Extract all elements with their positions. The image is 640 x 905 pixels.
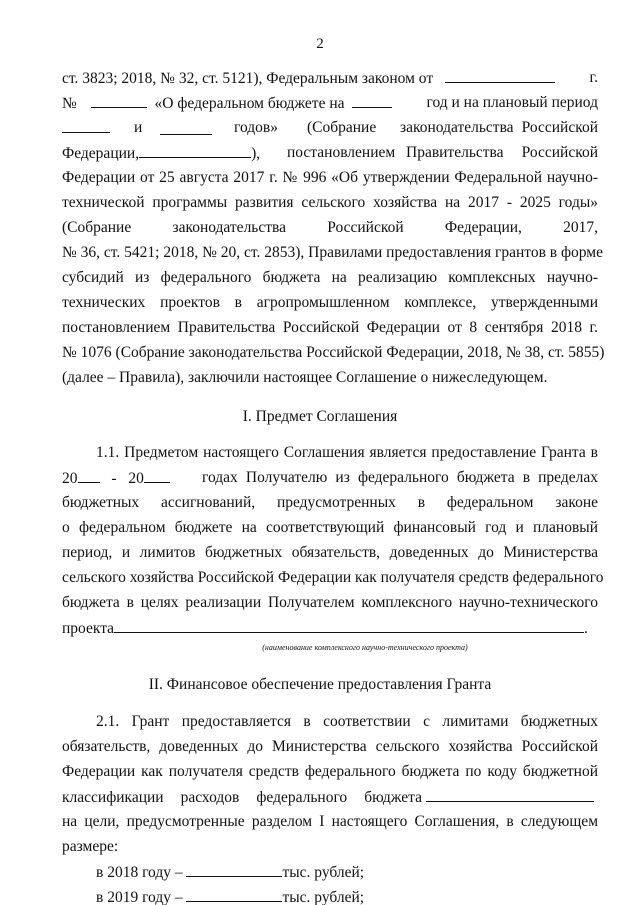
text-segment: постановлением [287, 144, 396, 161]
text-segment: - [111, 470, 117, 487]
text-segment: 1.1. Предметом настоящего Соглашения является предоставление Гранта в [96, 444, 598, 461]
amount-year-label: в 2019 году – [96, 889, 183, 905]
blank-field-year-start[interactable] [78, 468, 100, 483]
paragraph-line: период, и лимитов бюджетных обязательств, доведенных до Министерства [62, 544, 598, 561]
blank-field-budget-code[interactable] [426, 787, 594, 802]
section-heading: II. Финансовое обеспечение предоставления Гранта [148, 676, 492, 693]
amount-year-label: в 2018 году – [96, 864, 183, 881]
paragraph-line: № 36, ст. 5421; 2018, № 20, ст. 2853), Правилами предоставления грантов в форме [62, 244, 603, 261]
section-heading: I. Предмет Соглашения [242, 408, 398, 425]
text-segment: и [134, 119, 143, 136]
paragraph-line [62, 143, 598, 164]
text-segment: 20 [62, 470, 78, 487]
page-number: 2 [316, 36, 324, 52]
text-segment: «О федеральном бюджете на [154, 95, 345, 112]
text-segment: годах Получателю из федерального бюджета в пределах [202, 469, 598, 486]
text-segment: (Собрание [307, 119, 377, 136]
paragraph-line: технической программы развития сельского хозяйства на 2017 - 2025 годы» [62, 194, 598, 211]
paragraph-line: Федерации как получателя средств федерального бюджета по коду бюджетной [62, 763, 598, 780]
text-segment: г. [589, 69, 598, 86]
paragraph-line: субсидий из федерального бюджета на реализацию комплексных научно- [62, 269, 598, 286]
text-segment: Российской [521, 144, 598, 161]
blank-field-amount[interactable] [186, 862, 282, 877]
blank-field-year-end[interactable] [144, 468, 170, 483]
field-caption: (наименование комплексного научно-технического проекта) [262, 643, 468, 652]
paragraph-line [96, 443, 598, 463]
amount-line [96, 862, 516, 883]
blank-field-year[interactable] [160, 120, 212, 135]
amount-unit: тыс. рублей; [282, 889, 365, 905]
paragraph-line [62, 618, 598, 639]
paragraph-line: о федеральном бюджете на соответствующий финансовый год и плановый [62, 519, 598, 536]
paragraph-line: на цели, предусмотренные разделом I настоящего Соглашения, в следующем [62, 813, 598, 830]
paragraph-line [62, 68, 598, 89]
paragraph-line: бюджетных ассигнований, предусмотренных в федеральном законе [62, 494, 598, 511]
text-segment: 20 [128, 470, 144, 487]
blank-field-amount[interactable] [186, 887, 282, 902]
paragraph-line [62, 468, 598, 489]
blank-field-project-name[interactable] [114, 618, 584, 633]
text-segment: годов» [234, 119, 278, 136]
blank-field-year[interactable] [352, 93, 392, 108]
paragraph-line [96, 712, 598, 732]
amount-unit: тыс. рублей; [282, 864, 365, 881]
text-segment: законодательства [400, 119, 514, 136]
paragraph-line [62, 118, 598, 139]
text-segment: . [584, 620, 588, 637]
paragraph-line: № 1076 (Собрание законодательства Российской Федерации, 2018, № 38, ст. 5855) [62, 344, 605, 361]
paragraph-line: технических проектов в агропромышленном комплексе, утвержденными [62, 294, 598, 311]
paragraph-line: бюджета в целях реализации Получателем комплексного научно-технического [62, 594, 598, 611]
text-segment: год и на плановый период [426, 94, 598, 111]
text-segment: 2.1. Грант предоставляется в соответствии с лимитами бюджетных [96, 713, 598, 730]
amount-line [96, 887, 516, 905]
paragraph-line: Федерации от 25 августа 2017 г. № 996 «Об утверждении Федеральной научно- [62, 169, 598, 186]
paragraph-line: постановлением Правительства Российской Федерации от 8 сентября 2018 г. [62, 319, 598, 336]
paragraph-line: размере: [62, 838, 119, 855]
paragraph-line: сельского хозяйства Российской Федерации как получателя средств федерального [62, 569, 604, 586]
text-segment: № [62, 95, 77, 112]
text-segment: ), [251, 145, 261, 162]
text-segment: Федерации, [62, 145, 140, 162]
text-segment: Российской [521, 119, 598, 136]
text-segment: проекта [62, 620, 115, 637]
blank-field-publication[interactable] [139, 143, 251, 158]
blank-field-date[interactable] [445, 68, 555, 83]
blank-field-year[interactable] [62, 118, 110, 133]
paragraph-line: (Собрание законодательства Российской Федерации, 2017, [62, 219, 598, 236]
text-segment: Правительства [406, 144, 504, 161]
paragraph-line [62, 93, 598, 114]
paragraph-line: (далее – Правила), заключили настоящее Соглашение о нижеследующем. [62, 369, 548, 386]
paragraph-line: обязательств, доведенных до Министерства сельского хозяйства Российской [62, 738, 598, 755]
blank-field-number[interactable] [91, 93, 147, 108]
text-segment: классификации расходов федерального бюджета [62, 789, 422, 806]
text-segment: ст. 3823; 2018, № 32, ст. 5121), Федеральным законом от [62, 70, 434, 87]
paragraph-line [62, 787, 598, 808]
